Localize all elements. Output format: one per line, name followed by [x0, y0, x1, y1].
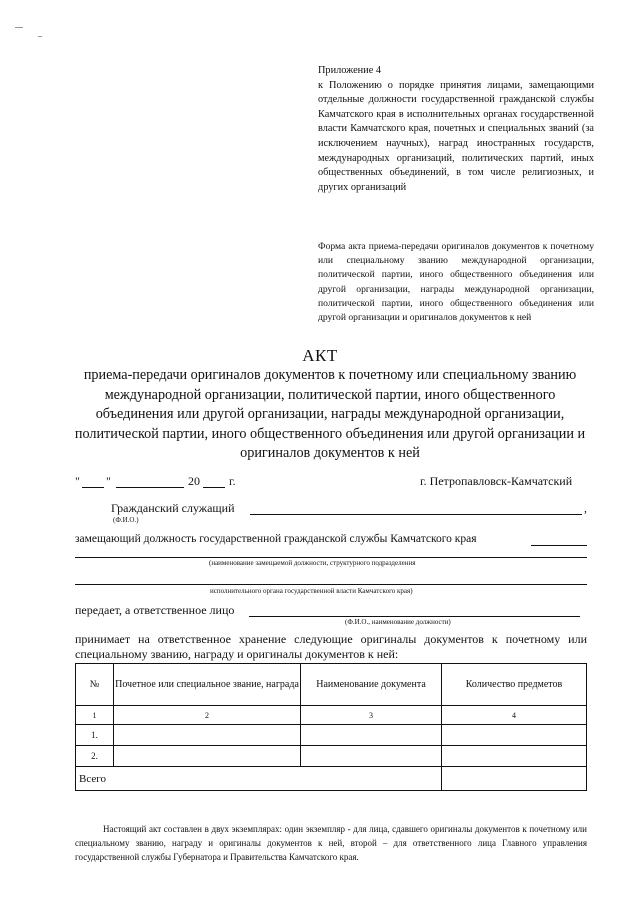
scan-mark [15, 27, 23, 28]
year-blank[interactable] [203, 487, 225, 488]
date-line [75, 474, 80, 489]
position-field-2[interactable] [75, 557, 587, 558]
table-row [76, 746, 587, 767]
row-count-cell[interactable] [442, 746, 587, 767]
appendix-text: к Положению о порядке принятия лицами, замещающими отдельные должности государственной гражданской службы Камчатского края в исполнительных органах государственной власти Камчатского края, почетных и специальных званий (за исключением научных), наград иностранных государств, международных организаций, политических партий, иных общественных объединений, в том числе религиозных, и других организаций [318, 79, 594, 193]
row-document-cell[interactable] [301, 746, 442, 767]
year-suffix: г. [229, 474, 236, 488]
total-row [76, 767, 587, 791]
act-title: АКТ [302, 346, 338, 365]
responsible-person-field[interactable] [249, 616, 580, 617]
civil-servant-label: Гражданский служащий [111, 501, 235, 515]
date-quote-close: " [106, 474, 111, 488]
transfers-label: передает, а ответственное лицо [75, 603, 235, 617]
day-blank[interactable] [82, 487, 104, 488]
documents-table [75, 663, 587, 791]
header-count: Количество предметов [442, 664, 587, 706]
row-num: 2. [76, 746, 114, 767]
row-title-cell[interactable] [114, 746, 301, 767]
colnum-3: 3 [301, 706, 442, 725]
year-prefix: 20 [188, 474, 200, 488]
organ-hint: исполнительного органа государственной власти Камчатского края) [210, 587, 413, 595]
scan-mark [38, 36, 42, 37]
act-subtitle: приема-передачи оригиналов документов к почетному или специальному званию международной организации, политической партии, иного общественного объединения или другой организации, награды международной организации, политической партии, иного общественного объединения или другой организации и оригиналов документов к ней [74, 367, 586, 461]
header-title: Почетное или специальное звание, награда [114, 664, 301, 706]
form-description: Форма акта приема-передачи оригиналов документов к почетному или специальному званию международной организации, политической партии, иного общественного объединения или другой организации, награды международной организации, политической партии, иного общественного объединения или другой организации и оригиналов документов к ней [318, 241, 594, 324]
city: г. Петропавловск-Камчатский [420, 474, 573, 488]
header-num: № [76, 664, 114, 706]
row-title-cell[interactable] [114, 725, 301, 746]
total-count-cell[interactable] [442, 767, 587, 791]
footer-note: Настоящий акт составлен в двух экземплярах: один экземпляр - для лица, сдавшего оригиналы документов к почетному или специальному званию, награду и оригиналы документов к ней, второй – для ответственного лица Главного управления государственной службы Губернатора и Правительства Камчатского края. [75, 824, 587, 862]
row-count-cell[interactable] [442, 725, 587, 746]
header-document: Наименование документа [301, 664, 442, 706]
position-label: замещающий должность государственной гражданской службы Камчатского края [75, 533, 477, 545]
table-header-row [76, 664, 587, 706]
month-blank[interactable] [116, 487, 184, 488]
responsible-hint: (Ф.И.О., наименование должности) [345, 618, 451, 626]
organ-field[interactable] [75, 584, 587, 585]
row-num: 1. [76, 725, 114, 746]
appendix-title: Приложение 4 [318, 65, 381, 76]
colnum-4: 4 [442, 706, 587, 725]
civil-servant-fio-field[interactable] [250, 514, 582, 515]
total-label: Всего [76, 767, 442, 791]
table-row [76, 725, 587, 746]
date-quote-open: " [75, 474, 80, 488]
comma: , [584, 501, 587, 515]
position-hint: (наименование замещаемой должности, структурного подразделения [209, 559, 416, 567]
colnum-2: 2 [114, 706, 301, 725]
row-document-cell[interactable] [301, 725, 442, 746]
fio-hint: (Ф.И.О.) [113, 516, 139, 524]
position-field[interactable] [531, 545, 587, 546]
appendix-block [318, 64, 594, 195]
column-numbers-row [76, 706, 587, 725]
colnum-1: 1 [76, 706, 114, 725]
accepts-text: принимает на ответственное хранение следующие оригиналы документов к почетному или специальному званию, награду и оригиналы документов к ней: [75, 632, 587, 661]
